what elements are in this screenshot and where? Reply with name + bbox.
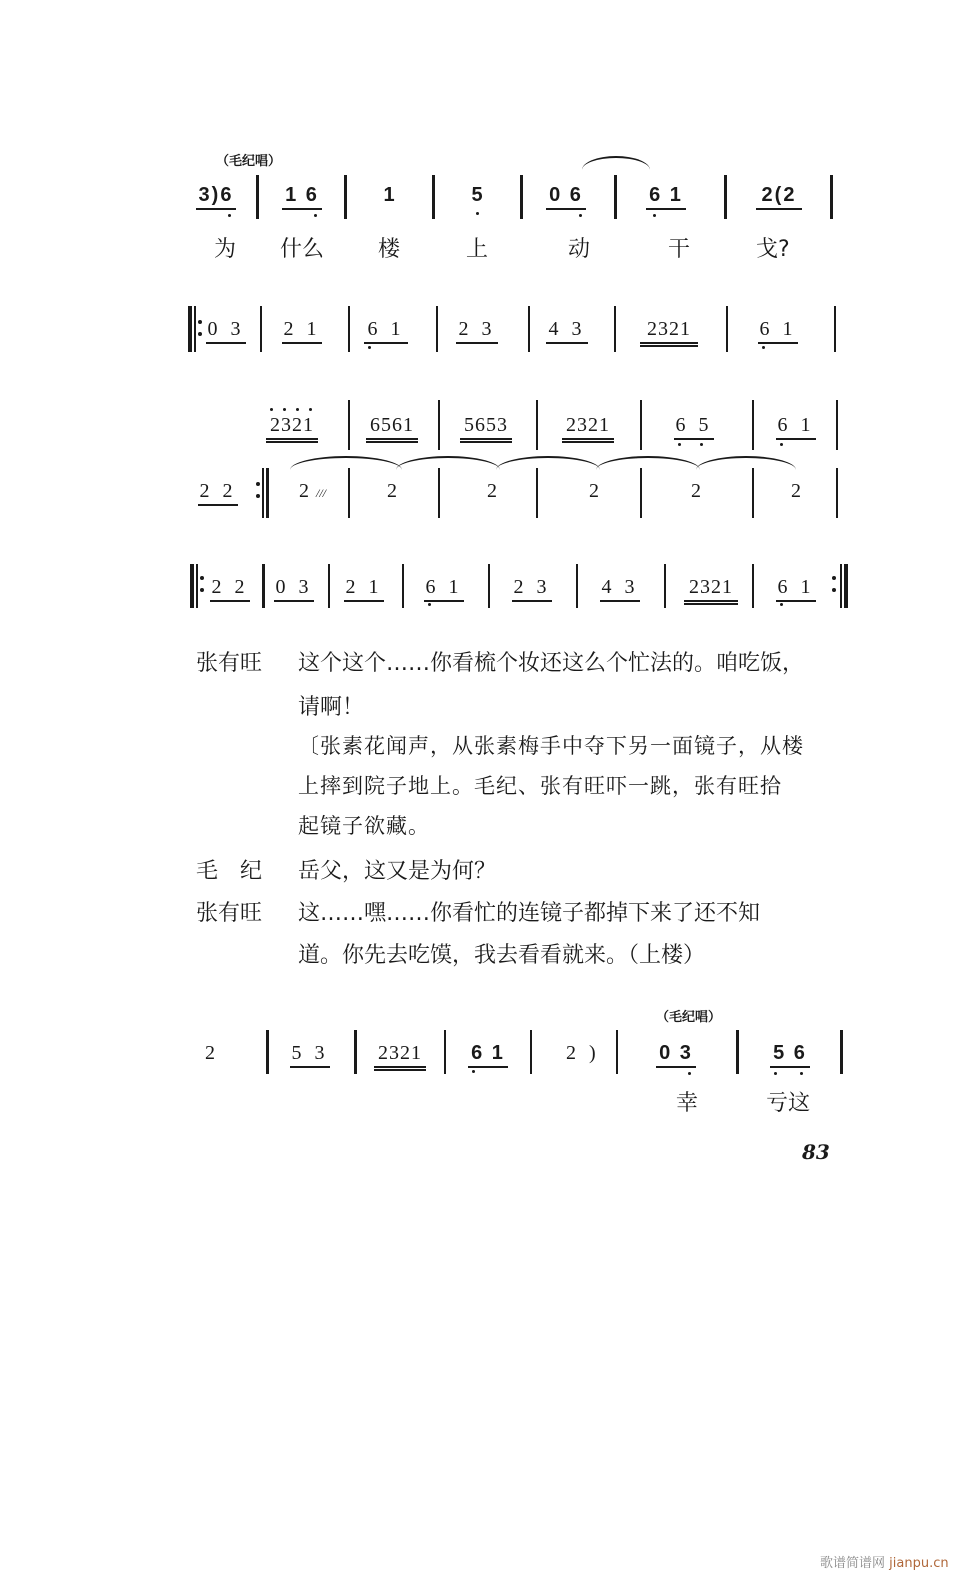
speaker-name: 张有旺	[196, 651, 263, 676]
barline	[724, 175, 727, 219]
lower-octave-dot	[762, 346, 765, 349]
note-group: 2321	[640, 318, 698, 347]
note-group: 2321	[562, 414, 614, 443]
lower-octave-dot	[780, 443, 783, 446]
barline	[536, 400, 538, 450]
lyric: 干	[668, 237, 691, 262]
note-group: 2321	[266, 414, 318, 443]
note: 2	[205, 1042, 219, 1064]
singer-label: （毛纪唱）	[216, 154, 282, 169]
barline	[348, 306, 350, 352]
barline	[614, 175, 617, 219]
barline	[836, 468, 838, 518]
stage-direction: 〔张素花闻声，从张素梅手中夺下另一面镜子，从楼	[298, 734, 804, 758]
stage-direction: 起镜子欲藏。	[298, 814, 430, 838]
stage-direction: 上摔到院子地上。毛纪、张有旺吓一跳，张有旺拾	[298, 774, 782, 798]
barline	[614, 306, 616, 352]
note: 2	[791, 480, 805, 502]
speaker-name: 毛 纪	[196, 859, 263, 884]
dialogue-line: 这……嘿……你看忙的连镜子都掉下来了还不知	[298, 901, 761, 926]
repeat-dots	[832, 576, 836, 600]
note-group: 6 1	[646, 184, 686, 210]
barline	[836, 400, 838, 450]
lyric: 戈?	[756, 237, 790, 262]
tie-slur	[696, 456, 796, 470]
watermark-text: 歌谱简谱网	[820, 1556, 886, 1571]
lyric: 什么	[280, 237, 325, 262]
repeat-end-thin	[840, 564, 842, 608]
tie-slur	[290, 456, 402, 470]
barline	[834, 306, 836, 352]
lyric: 上	[466, 237, 489, 262]
note: 2	[387, 480, 401, 502]
barline	[530, 1030, 532, 1074]
note-group: 5 6	[770, 1042, 810, 1068]
note-group: 0 6	[546, 184, 586, 210]
barline	[438, 468, 440, 518]
barline	[344, 175, 347, 219]
lyric: 幸	[676, 1091, 699, 1116]
repeat-start-thick	[190, 564, 194, 608]
note-group: 2 1	[282, 318, 322, 344]
barline	[576, 564, 578, 608]
barline	[830, 175, 833, 219]
repeat-start-thin	[194, 306, 196, 352]
barline	[256, 175, 259, 219]
singer-label: （毛纪唱）	[656, 1010, 722, 1025]
repeat-start-thin	[196, 564, 198, 608]
repeat-dots	[200, 576, 204, 600]
barline	[354, 1030, 357, 1074]
barline	[328, 564, 330, 608]
barline	[438, 400, 440, 450]
upper-octave-dot	[309, 408, 312, 411]
lower-octave-dot	[472, 1070, 475, 1073]
note: 2	[589, 480, 603, 502]
note-group: 6 1	[776, 576, 816, 602]
note-with-bracket: 2 )	[566, 1042, 600, 1064]
note-group: 0 3	[274, 576, 314, 602]
lower-octave-dot	[774, 1072, 777, 1075]
repeat-dots	[198, 320, 202, 344]
barline	[266, 1030, 269, 1074]
note-group: 5	[471, 184, 485, 206]
lower-octave-dot	[314, 214, 317, 217]
barline	[488, 564, 490, 608]
page-number: 83	[802, 1140, 830, 1164]
note-group: 6 1	[424, 576, 464, 602]
barline	[752, 400, 754, 450]
note-group: 2321	[684, 576, 738, 605]
note-group: 6 5	[674, 414, 714, 440]
lyric: 动	[568, 237, 591, 262]
barline	[640, 468, 642, 518]
barline	[432, 175, 435, 219]
note-group: 1	[383, 184, 397, 206]
note-group: 6 1	[468, 1042, 508, 1068]
barline	[640, 400, 642, 450]
barline	[840, 1030, 843, 1074]
lyric: 楼	[378, 237, 401, 262]
note-group: 3)6	[196, 184, 236, 210]
lower-octave-dot	[476, 212, 479, 215]
lower-octave-dot	[428, 603, 431, 606]
speaker-name: 张有旺	[196, 901, 263, 926]
lower-octave-dot	[780, 603, 783, 606]
note-group: 2 2	[198, 480, 238, 506]
upper-octave-dot	[296, 408, 299, 411]
barline	[528, 306, 530, 352]
lyric: 亏这	[766, 1091, 811, 1116]
repeat-end-thick	[266, 468, 269, 518]
upper-octave-dot	[270, 408, 273, 411]
barline	[520, 175, 523, 219]
lower-octave-dot	[800, 1072, 803, 1075]
lower-octave-dot	[688, 1072, 691, 1075]
barline	[436, 306, 438, 352]
tie-slur	[396, 456, 500, 470]
note-group: 2 1	[344, 576, 384, 602]
dialogue-line: 这个这个……你看梳个妆还这么个忙法的。咱吃饭，	[298, 651, 805, 676]
lower-octave-dot	[228, 214, 231, 217]
repeat-dots	[256, 482, 260, 506]
note-group: 2(2	[756, 184, 802, 210]
tremolo-mark: ///	[316, 486, 327, 500]
repeat-end-thick	[844, 564, 848, 608]
dialogue-line: 请啊！	[298, 695, 365, 720]
note-group: 0 3	[656, 1042, 696, 1068]
watermark	[820, 1552, 949, 1571]
barline	[262, 564, 265, 608]
upper-octave-dot	[283, 408, 286, 411]
barline	[736, 1030, 739, 1074]
note-group: 2 2	[210, 576, 250, 602]
barline	[348, 400, 350, 450]
note-group: 2 3	[456, 318, 498, 344]
note-group: 4 3	[600, 576, 640, 602]
note-group: 5 3	[290, 1042, 330, 1068]
barline	[444, 1030, 446, 1074]
barline	[536, 468, 538, 518]
lower-octave-dot	[700, 443, 703, 446]
dialogue-line: 岳父，这又是为何？	[298, 859, 497, 884]
barline	[402, 564, 404, 608]
lyric: 为	[214, 237, 237, 262]
barline	[726, 306, 728, 352]
tie-slur	[496, 456, 600, 470]
lower-octave-dot	[579, 214, 582, 217]
note: 2	[299, 480, 313, 502]
lower-octave-dot	[653, 214, 656, 217]
note-group: 6 1	[776, 414, 816, 440]
barline	[664, 564, 666, 608]
note: 2	[487, 480, 501, 502]
note-group: 6 1	[758, 318, 798, 344]
barline	[260, 306, 262, 352]
note-group: 0 3	[206, 318, 246, 344]
note-group: 4 3	[546, 318, 588, 344]
tie-slur	[596, 456, 700, 470]
note-group: 5653	[460, 414, 512, 443]
note-group: 2321	[374, 1042, 426, 1071]
barline	[616, 1030, 618, 1074]
note-group: 1 6	[282, 184, 322, 210]
note-group: 2 3	[512, 576, 552, 602]
repeat-end-thin	[262, 468, 264, 518]
watermark-url: jianpu.cn	[889, 1556, 949, 1571]
barline	[752, 468, 754, 518]
dialogue-line: 道。你先去吃馍，我去看看就来。（上楼）	[298, 943, 706, 968]
note-group: 6 1	[364, 318, 408, 344]
note: 2	[691, 480, 705, 502]
lower-octave-dot	[368, 346, 371, 349]
barline	[752, 564, 754, 608]
repeat-start-thick	[188, 306, 192, 352]
note-group: 6561	[366, 414, 418, 443]
tie-slur	[582, 156, 650, 170]
lower-octave-dot	[678, 443, 681, 446]
barline	[348, 468, 350, 518]
